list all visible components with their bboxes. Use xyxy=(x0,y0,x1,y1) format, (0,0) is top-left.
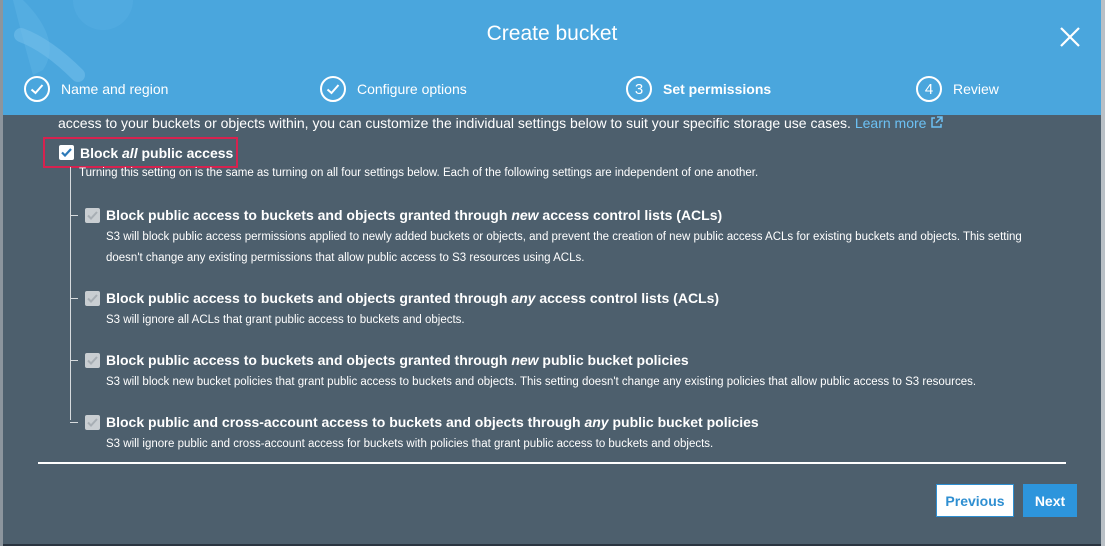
step-configure-options[interactable] xyxy=(320,74,467,104)
backdrop-edge-right xyxy=(1101,0,1105,546)
setting-description: S3 will ignore public and cross-account access for buckets with policies that grant public access to buckets and objects. xyxy=(106,438,714,450)
step-set-permissions[interactable] xyxy=(626,74,771,104)
block-all-public-access-setting[interactable] xyxy=(43,137,238,168)
setting-title: Block public access to buckets and objects granted through new public bucket policies xyxy=(106,352,689,368)
step-review[interactable] xyxy=(916,74,999,104)
dialog-header xyxy=(3,0,1101,115)
create-bucket-dialog xyxy=(3,0,1101,544)
step-label: Configure options xyxy=(357,81,467,97)
step-number: 4 xyxy=(916,76,942,102)
setting-description: S3 will block public access permissions applied to newly added buckets or objects, and prevent the creation of new public access ACLs for existing buckets and objects. This setting doesn't change any existing permissions that allow public access to S3 resources using ACLs. xyxy=(106,231,1022,264)
external-link-icon xyxy=(930,116,943,129)
previous-button[interactable]: Previous xyxy=(936,484,1014,517)
check-circle-icon xyxy=(24,76,50,102)
block-all-description: Turning this setting on is the same as turning on all four settings below. Each of the following settings are independent of one another. xyxy=(79,167,759,179)
dialog-content xyxy=(3,115,1101,544)
setting-title: Block public access to buckets and objects granted through any access control lists (ACLs) xyxy=(106,290,720,306)
learn-more-link[interactable]: Learn more xyxy=(855,115,943,131)
setting-title: Block public access to buckets and objects granted through new access control lists (ACLs) xyxy=(106,207,723,223)
step-number: 3 xyxy=(626,76,652,102)
setting-checkbox[interactable] xyxy=(85,208,100,223)
step-name-and-region[interactable] xyxy=(24,74,168,104)
step-label: Set permissions xyxy=(663,81,772,97)
step-label: Name and region xyxy=(61,81,169,97)
setting-description: S3 will block new bucket policies that grant public access to buckets and objects. This setting doesn't change any existing policies that allow public access to S3 resources. xyxy=(106,376,977,388)
wizard-steps xyxy=(3,74,1101,104)
setting-checkbox[interactable] xyxy=(85,291,100,306)
block-all-public-access-checkbox[interactable] xyxy=(59,145,74,160)
next-button[interactable]: Next xyxy=(1023,484,1077,517)
divider xyxy=(38,462,1066,464)
intro-text: access to your buckets or objects within, you can customize the individual settings below to suit your specific storage use cases. Learn more xyxy=(58,115,943,131)
dialog-title: Create bucket xyxy=(486,22,618,45)
close-icon[interactable] xyxy=(1059,26,1081,48)
setting-checkbox[interactable] xyxy=(85,415,100,430)
setting-description: S3 will ignore all ACLs that grant public access to buckets and objects. xyxy=(106,314,465,326)
tree-connector xyxy=(70,167,71,420)
step-label: Review xyxy=(953,81,999,97)
setting-checkbox[interactable] xyxy=(85,353,100,368)
check-circle-icon xyxy=(320,76,346,102)
block-all-public-access-label: Block all public access xyxy=(80,144,234,161)
setting-title: Block public and cross-account access to buckets and objects through any public bucket policies xyxy=(106,414,759,430)
